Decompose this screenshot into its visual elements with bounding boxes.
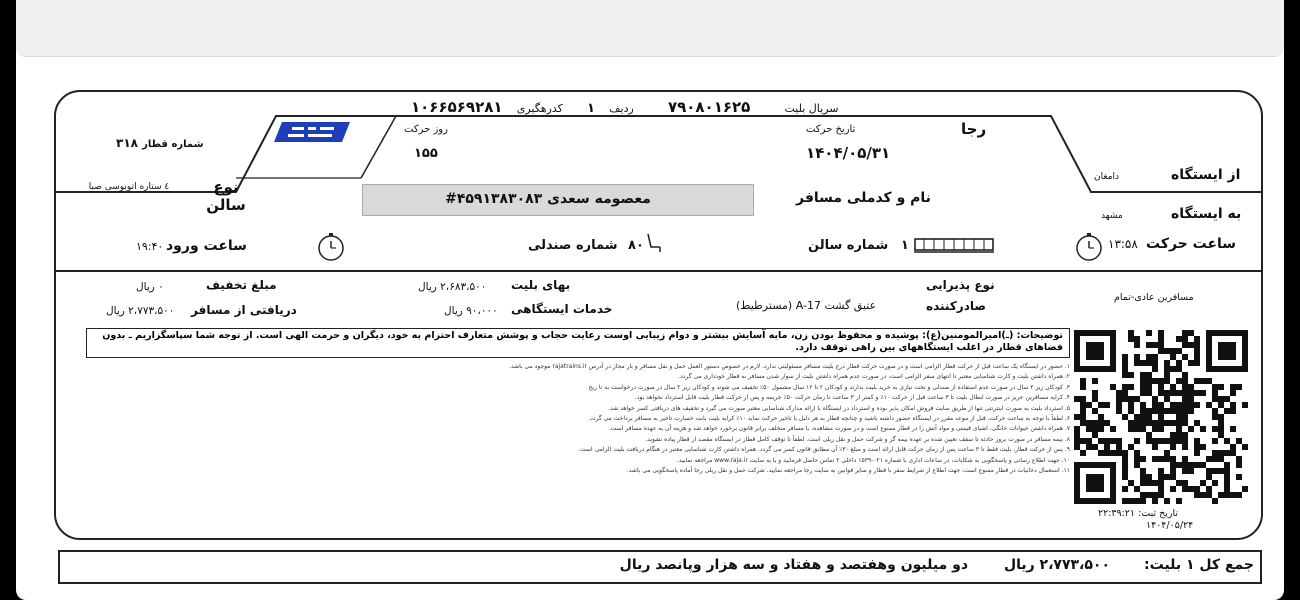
type-value: ٤ ستاره اتوبوسی صبا <box>88 182 170 192</box>
rule-item: ۵. استرداد بلیت به صورت اینترنتی تنها از طریق سایت فروش امکان پذیر بوده و استرداد در ایستگاه با ارائه مدارک شناسایی معتبر صورت می گیرد و تخفیف های دریافتی کسر خواهد شد. <box>608 404 1070 412</box>
arrival-time-value: ۱۹:۴۰ <box>136 240 164 253</box>
from-value: دامغان <box>1094 172 1120 182</box>
tracking-value: ۱۰۶۶۵۶۹۲۸۱ <box>411 98 503 116</box>
hall-label: شماره سالن <box>808 238 889 253</box>
tracking-label: کدرهگیری <box>516 102 563 115</box>
type-label: نوع سالن <box>206 178 246 214</box>
section-divider <box>56 270 1261 272</box>
page-sheet <box>16 0 1284 600</box>
price-value: ۲،۶۸۳،۵۰۰ ریال <box>418 281 487 293</box>
row-value: ۱ <box>587 101 595 116</box>
station-services-label: خدمات ایستگاهی <box>511 302 613 316</box>
issue-label: تاریخ ثبت: <box>1138 508 1179 519</box>
train-number <box>116 136 203 150</box>
passenger-value: معصومه سعدی ۴۵۹۱۳۸۳۰۸۳# <box>445 191 651 207</box>
rules-list <box>86 362 1070 482</box>
rule-item: ۴. کرایه مسافرین عزیز در صورت ابطال بلیت تا ۳ ساعت قبل از حرکت ۱۰٪ و کمتر از ۳ ساعت تا زمان حرکت ۵۰٪ جریمه و پس از حرکت قطار بلیت قابل استرداد نخواهد بود. <box>634 394 1070 402</box>
passenger-label: نام و کدملی مسافر <box>796 190 931 206</box>
total-label: جمع کل ۱ بلیت: <box>1144 557 1254 573</box>
discount-label: مبلغ تخفیف <box>206 278 277 292</box>
serial-label: سریال بلیت <box>784 102 839 115</box>
issuer-label: صادرکننده <box>926 299 986 313</box>
rule-item: ۸. بیمه مسافر در صورت بروز حادثه تا سقف تعیین شده بر عهده بیمه گر و شرکت حمل و نقل ریلی است. لطفاً تا توقف کامل قطار در ایستگاه مقصد از قطار پیاده نشوید. <box>645 435 1070 443</box>
issue-date: ۱۴۰۴/۰۵/۲۴ <box>1146 520 1194 531</box>
departure-time-label: ساعت حرکت <box>1146 236 1237 252</box>
train-ticket <box>54 90 1263 540</box>
seat-value: ۸۰ <box>628 238 644 253</box>
departure-date-value: ۱۴۰۴/۰۵/۳۱ <box>806 144 891 162</box>
reception-label: نوع پذیرایی <box>926 278 995 292</box>
seat-label: شماره صندلی <box>528 238 618 253</box>
received-label: دریافتی از مسافر <box>191 303 297 317</box>
serial-row <box>411 98 839 116</box>
raja-logo <box>274 122 350 142</box>
station-services-value: ۹۰،۰۰۰ ریال <box>444 305 498 317</box>
total-amount: ۲،۷۷۳،۵۰۰ ریال <box>1003 557 1110 573</box>
from-label: از ایستگاه <box>1171 167 1241 183</box>
issue-time: ۲۲:۳۹:۲۱ <box>1098 508 1136 519</box>
rule-item: ۱. حضور در ایستگاه یک ساعت قبل از حرکت قطار الزامی است و در صورت حرکت قطار درج بلیت مسافر مسئولیتی ندارد. لازم در خصوص دستور العمل حمل و نقل مسافر و بار مجاز در آدرس rajatrains.ir موجود می باشد. <box>509 363 1070 370</box>
rule-item: ۱۱. استعمال دخانیات در قطار ممنوع است، جهت اطلاع از شرایط سفر با قطار و سایر قوانین به سایت رجا مراجعه نمایید. شرکت حمل و نقل ریلی رجا آماده پاسخگویی می باشد. <box>626 467 1070 475</box>
price-label: بهای بلیت <box>511 278 571 292</box>
rule-item: ۱۰. جهت اطلاع رسانی و پاسخگویی به شکایات، در ساعات اداری با شماره ۰۲۱-۱۵۳۹ داخلی ۲ تماس حاصل فرمایید و یا به سایت www.raja.ir مراجعه نمایید. <box>676 456 1070 464</box>
rule-item: ۹. پس از حرکت قطار، بلیت فقط تا ۳ ساعت پس از زمان حرکت قابل ارائه است و مبلغ ۳۰٪ آن مطابق قانون کسر می گردد. همراه داشتن کارت شناسایی معتبر در هنگام دریافت بلیت الزامی است. <box>578 446 1070 454</box>
rule-item: ۷. همراه داشتن حیوانات خانگی، اشیای قیمتی و مواد آتش زا در قطار ممنوع است و در صورت مشاهده، با مسافر متخلف برابر قانون برخورد خواهد شد و هزینه آن به عهده مسافر است. <box>608 425 1070 433</box>
discount-value: ۰ ریال <box>136 281 164 293</box>
row-label: ردیف <box>609 102 634 115</box>
passenger-class: مسافرین عادی-تمام <box>1114 292 1194 303</box>
window-top-bar <box>16 0 1284 57</box>
departure-time-value: ۱۳:۵۸ <box>1108 237 1138 251</box>
issuer-value: عتیق گشت A-17 (مسترطیط) <box>736 299 877 312</box>
departure-day-label: روز حرکت <box>404 124 448 135</box>
notice-box: توضیحات: (ـ)امیرالمومنین(ع): پوشیده و محفوظ بودن زن، مایه آسایش بیشتر و دوام زیبایی اوست رعایت حجاب و پوشش متعارف احترام به خود، دیگران و حرمت الهی است. از توجه شما سپاسگزاریم ـ بدون فضاهای قطار در اغلب ایستگاههای بین راهی توقف دارد. <box>86 328 1070 358</box>
seat-icon <box>644 232 664 258</box>
train-car-icon <box>914 238 994 258</box>
rule-item: ۳. کودکان زیر ۲ سال در صورت عدم استفاده از صندلی و تخت نیازی به خرید بلیت ندارند و کودکان ۲ تا ۱۲ سال مشمول ۵۰٪ تخفیف می شوند و کودکان زیر ۲ سال در صورت درخواست به تا ریخ <box>588 383 1070 391</box>
to-label: به ایستگاه <box>1171 206 1242 222</box>
clock-icon <box>316 232 346 266</box>
total-box <box>58 550 1262 584</box>
rule-item: ۶. لطفاً با توجه به ساعت حرکت، قبل از موعد مقرر در ایستگاه حضور داشته باشید و چنانچه قطار به هر دلیل با تاخیر حرکت نماید ۱۰٪ کرایه بلیت بابت خسارت تاخیر به مسافر پرداخت می گردد. <box>588 415 1070 423</box>
company-name: رجا <box>961 120 987 138</box>
rule-item: ۲. همراه داشتن بلیت و کارت شناسایی معتبر تا انتهای سفر الزامی است، در صورت عدم همراه داشتن بلیت از سوار شدن مسافر به قطار خودداری می گردد. <box>678 373 1070 381</box>
train-value: ۳۱۸ <box>116 136 138 150</box>
passenger-name-box <box>362 184 754 216</box>
to-value: مشهد <box>1101 211 1123 221</box>
clock-icon <box>1074 232 1104 266</box>
total-words: دو میلیون وهفتصد و هفتاد و سه هزار وپانصد ریال <box>619 557 968 573</box>
serial-value: ۷۹۰۸۰۱۶۲۵ <box>667 98 751 116</box>
hall-number <box>808 238 909 253</box>
received-value: ۲،۷۷۳،۵۰۰ ریال <box>106 305 175 317</box>
issue-stamp <box>1098 508 1178 519</box>
departure-day-value: ۱۵۵ <box>414 146 438 161</box>
qr-code <box>1074 330 1248 504</box>
hall-value: ۱ <box>900 238 909 253</box>
departure-date-label: تاریخ حرکت <box>806 124 856 135</box>
seat-number <box>528 238 644 253</box>
train-label: شماره قطار <box>142 139 204 150</box>
arrival-time-label: ساعت ورود <box>166 238 247 254</box>
